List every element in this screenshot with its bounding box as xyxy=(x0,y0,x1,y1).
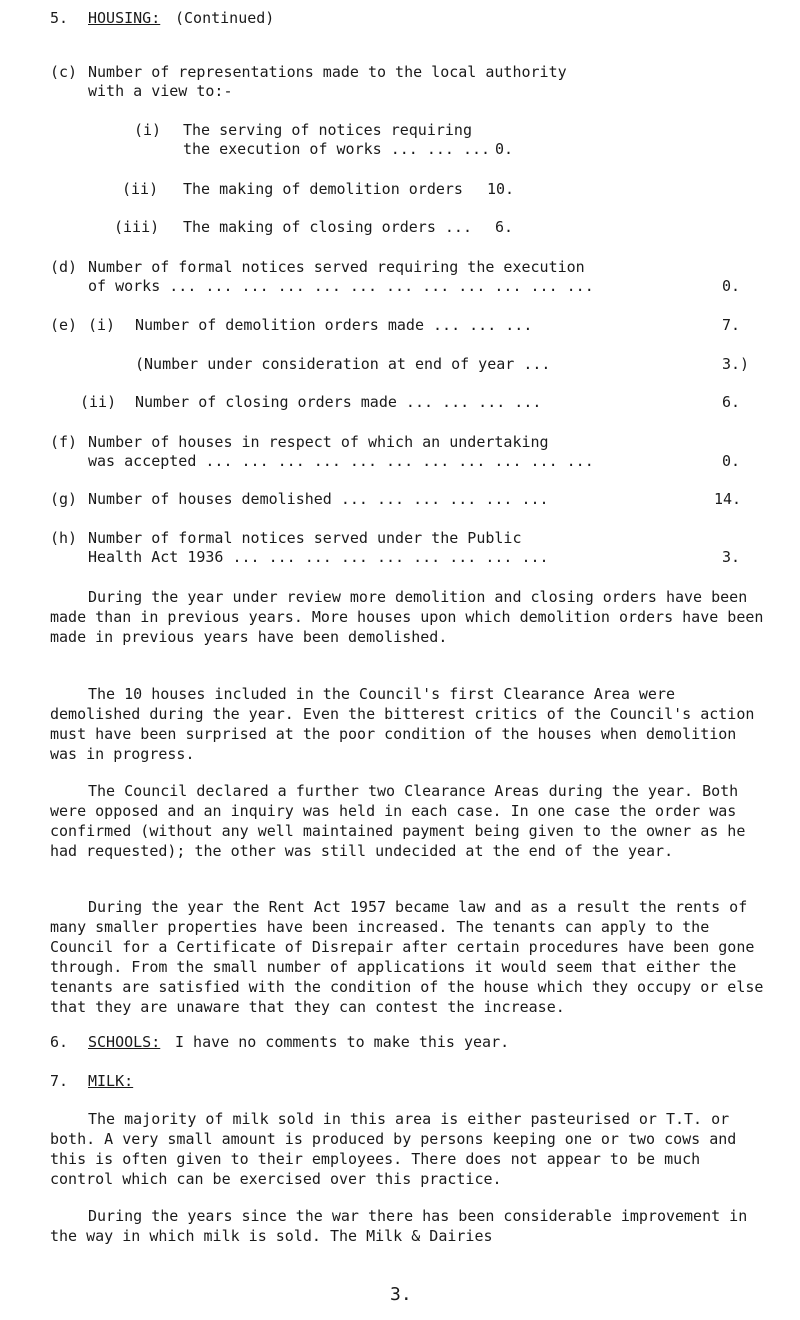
paragraph xyxy=(50,684,765,764)
section-number: 6. xyxy=(50,1033,69,1051)
subitem-label: (i) xyxy=(88,316,116,334)
section-title: SCHOOLS: xyxy=(88,1033,161,1051)
section-subtitle: (Continued) xyxy=(175,9,275,27)
item-label: (c) xyxy=(50,63,78,81)
subitem-value: 6. xyxy=(495,218,514,236)
consideration-value: 3.) xyxy=(722,355,750,373)
item-text-line1: Number of houses in respect of which an undertaking xyxy=(88,433,549,451)
item-label: (d) xyxy=(50,258,78,276)
paragraph-text: During the year under review more demolition and closing orders have been made than in previous years. More houses upon which demolition orders have been made in previous years have been demolished. xyxy=(50,588,764,646)
item-label: (f) xyxy=(50,433,78,451)
paragraph-text: The 10 houses included in the Council's first Clearance Area were demolished during the year. Even the bitterest critics of the Council's action must have been surprised at the poor condition of the houses when demolition was in progress. xyxy=(50,685,755,763)
subitem-text: Number of demolition orders made ... ... ... xyxy=(135,316,533,334)
subitem-text-line2: the execution of works ... ... ... xyxy=(183,140,491,158)
item-text-line1: Number of formal notices served under the Public xyxy=(88,529,522,547)
paragraph xyxy=(50,1109,765,1189)
item-text-line2: of works ... ... ... ... ... ... ... ... ... ... ... ... xyxy=(88,277,594,295)
subitem-label: (iii) xyxy=(114,218,160,236)
paragraph-text: During the years since the war there has been considerable improvement in the way in which milk is sold. The Milk & Dairies xyxy=(50,1207,748,1245)
subitem-value: 7. xyxy=(722,316,741,334)
paragraph xyxy=(50,587,765,647)
subitem-text-line1: The serving of notices requiring xyxy=(183,121,472,139)
item-value: 3. xyxy=(722,548,741,566)
paragraph xyxy=(50,781,765,861)
subitem-label: (i) xyxy=(134,121,162,139)
subitem-text-line1: The making of demolition orders xyxy=(183,180,463,198)
item-text-line1: Number of houses demolished ... ... ... ... ... ... xyxy=(88,490,549,508)
page-number: 3. xyxy=(390,1284,412,1305)
subitem-value: 10. xyxy=(487,180,515,198)
item-label: (h) xyxy=(50,529,78,547)
section-text: I have no comments to make this year. xyxy=(175,1033,510,1051)
item-value: 0. xyxy=(722,277,741,295)
section-number: 5. xyxy=(50,9,69,27)
paragraph-text: The majority of milk sold in this area is either pasteurised or T.T. or both. A very small amount is produced by persons keeping one or two cows and this is often given to their employees. There does not appear to be much control which can be exercised over this practice. xyxy=(50,1110,737,1188)
item-text-line2: was accepted ... ... ... ... ... ... ... ... ... ... ... xyxy=(88,452,594,470)
subitem-label: (ii) xyxy=(122,180,159,198)
item-label: (e) xyxy=(50,316,78,334)
item-text-line2: Health Act 1936 ... ... ... ... ... ... ... ... ... xyxy=(88,548,549,566)
section-title: MILK: xyxy=(88,1072,134,1090)
subitem-value: 0. xyxy=(495,140,514,158)
item-text-line1: Number of representations made to the local authority xyxy=(88,63,567,81)
subitem-text: Number of closing orders made ... ... ... ... xyxy=(135,393,542,411)
subitem-label: (ii) xyxy=(80,393,117,411)
item-value: 14. xyxy=(714,490,742,508)
item-text-line1: Number of formal notices served requiring the execution xyxy=(88,258,585,276)
paragraph-text: The Council declared a further two Clearance Areas during the year. Both were opposed and an inquiry was held in each case. In one case the order was confirmed (without any well maintained payment being given to the owner as he had requested); the other was still undecided at the end of the year. xyxy=(50,782,746,860)
item-text-line2: with a view to:- xyxy=(88,82,233,100)
paragraph xyxy=(50,897,765,1017)
subitem-text-line1: The making of closing orders ... xyxy=(183,218,472,236)
paragraph xyxy=(50,1206,765,1246)
item-value: 0. xyxy=(722,452,741,470)
item-label: (g) xyxy=(50,490,78,508)
section-number: 7. xyxy=(50,1072,69,1090)
consideration-text: (Number under consideration at end of year ... xyxy=(135,355,551,373)
section-title: HOUSING: xyxy=(88,9,161,27)
subitem-value: 6. xyxy=(722,393,741,411)
paragraph-text: During the year the Rent Act 1957 became law and as a result the rents of many smaller properties have been increased. The tenants can apply to the Council for a Certificate of Disrepair after certain procedures have been gone through. From the small number of applications it would seem that either the tenants are satisfied with the condition of the house which they occupy or else that they are unaware that they can contest the increase. xyxy=(50,898,764,1016)
